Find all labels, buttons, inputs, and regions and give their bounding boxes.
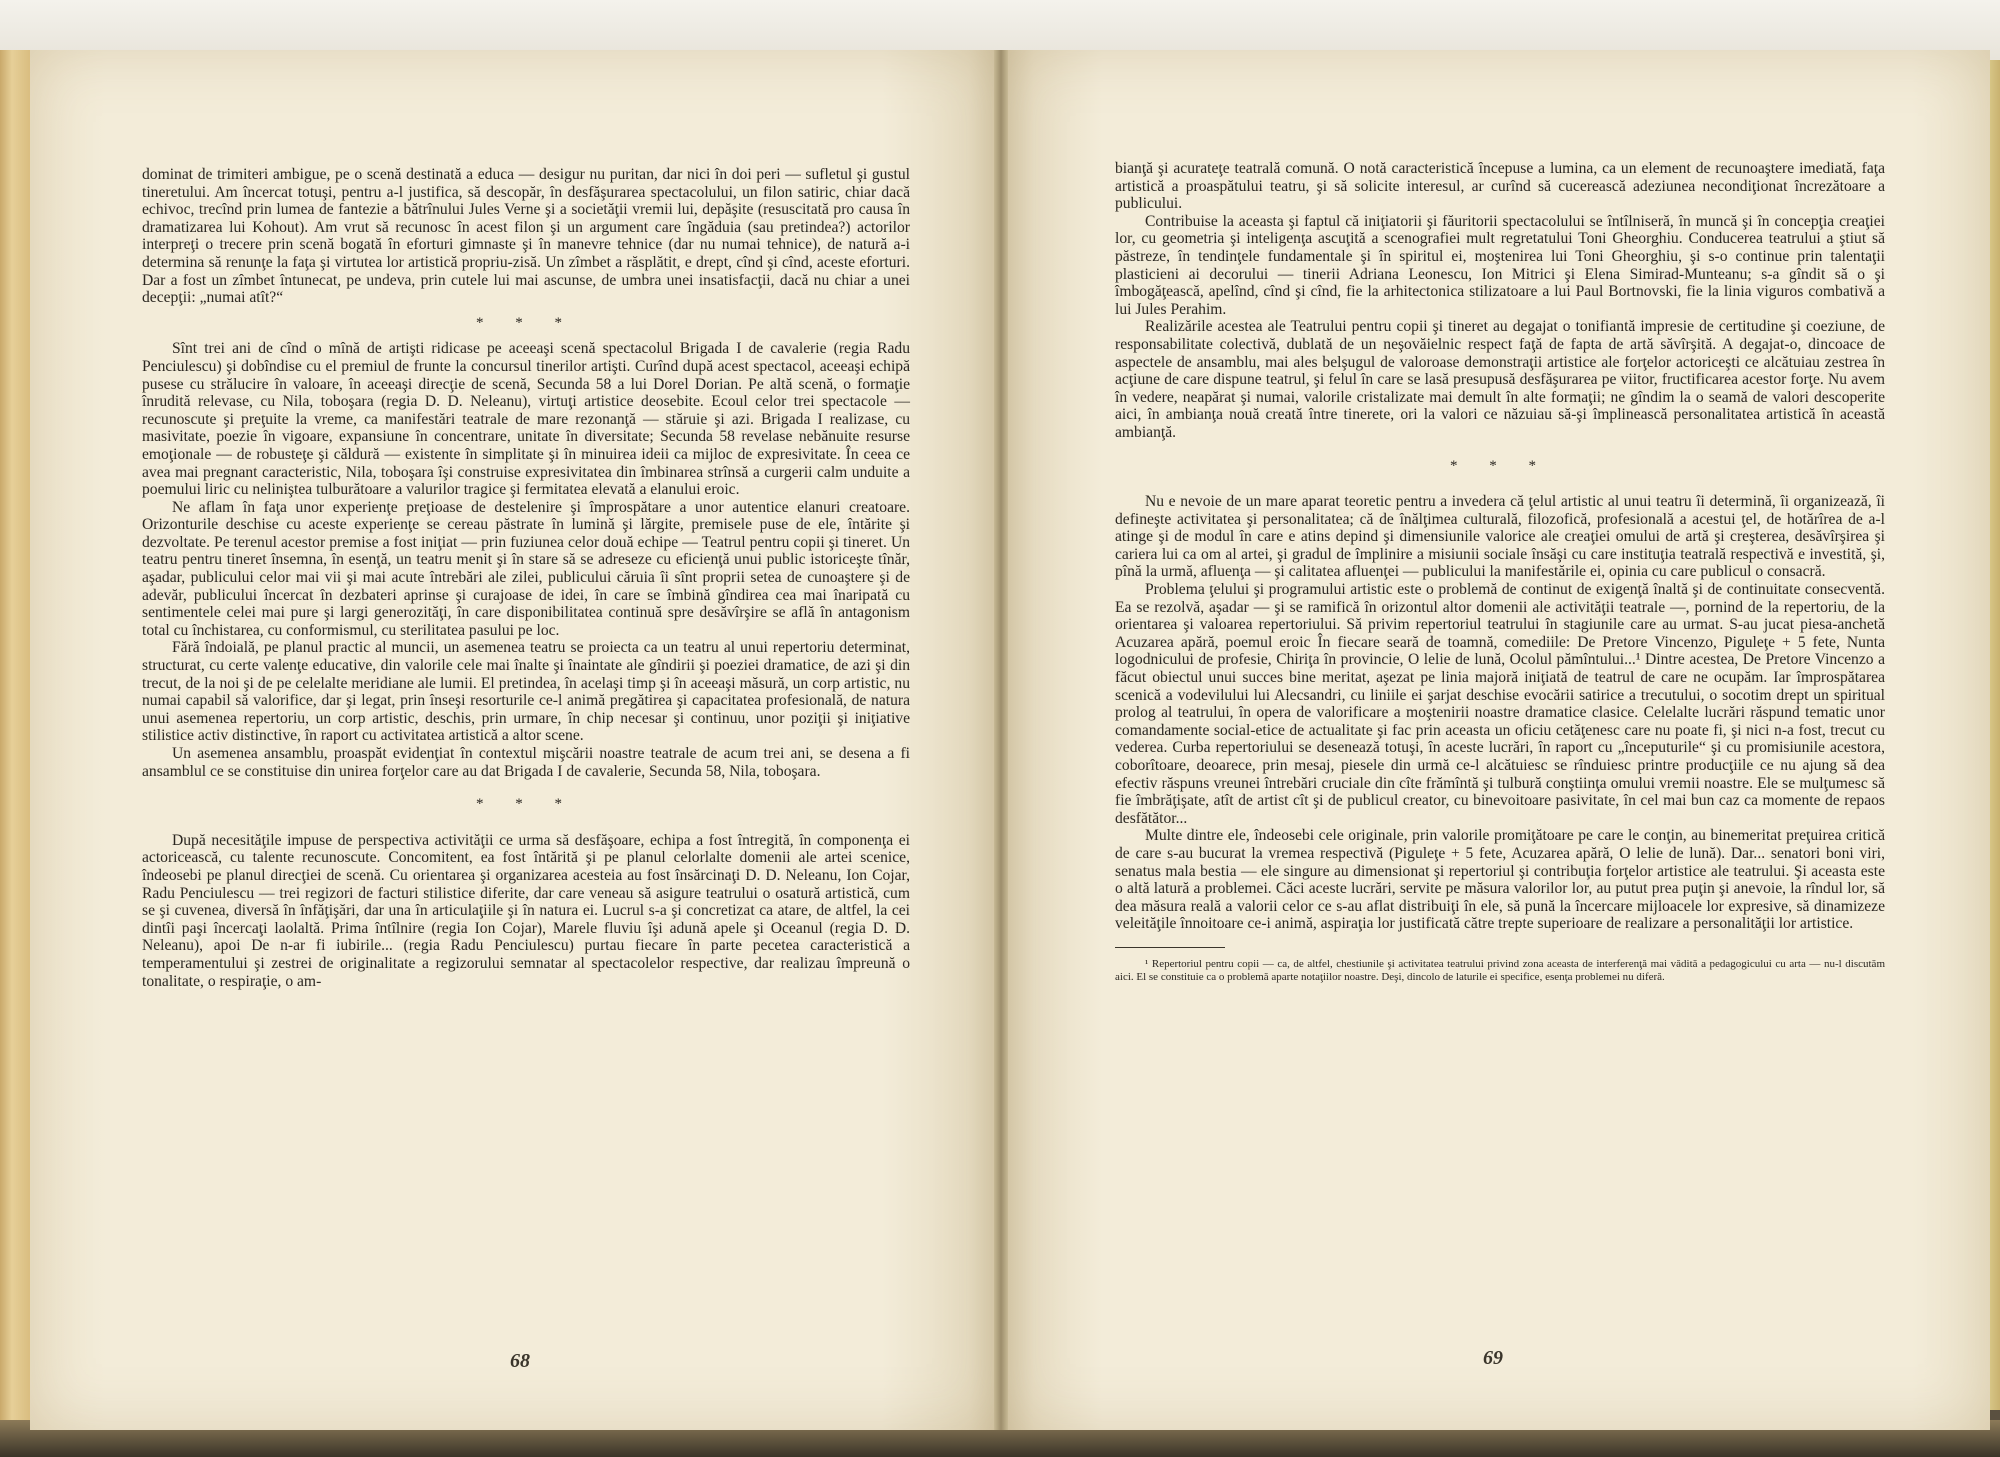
paragraph: Fără îndoială, pe planul practic al muncii, un asemenea teatru se proiecta ca un teatru al unui repertoriu determinat, structurat, cu certe valenţe educative, din valorile cele mai înalte şi înaintate ale gîndirii şi poeziei dramatice, de azi şi din trecut, de la noi şi de pe celelalte meridiane ale lumii. El pretindea, în acelaşi timp şi în aceeaşi măsură, un corp artistic, nu numai capabil să valorifice, dar şi legat, prin înseşi resorturile ce-l animă pregătirea şi capacitatea profesională, de natura unui asemenea repertoriu, un corp artistic, deschis, prin urmare, în chip necesar şi continuu, unor poziţii şi iniţiative stilistice activ distinctive, în raport cu activitatea artistică a altor scene. <box>142 639 910 745</box>
paragraph: Nu e nevoie de un mare aparat teoretic pentru a invedera că ţelul artistic al unui teatru îi determină, îi organizează, îi defineşte activitatea şi personalitatea; că de înălţimea culturală, filozofică, profesională a acestui ţel, de hotărîrea de a-l atinge şi de modul în care e atins depind şi dimensiunile valorice ale creaţiei omului de artă şi creşterea, desăvîrşirea şi cariera lui ca om al artei, şi gradul de împlinire a misiunii sociale însăşi cu care instituţia teatrală respectivă e investită, şi, pînă la urmă, afluenţa — şi calitatea afluenţei — publicului la manifestările ei, opinia cu care publicul o consacră. <box>1115 493 1885 581</box>
paragraph: Ne aflam în faţa unor experienţe preţioase de destelenire şi împrospătare a unor autentice elanuri creatoare. Orizonturile deschise cu aceste experienţe se cereau păstrate în lumină şi lărgite, premisele puse de ele, întărite şi dezvoltate. Pe terenul acestor premise a fost iniţiat — prin fuziunea celor două echipe — Teatrul pentru copii şi tineret. Un teatru pentru tineret însemna, în esenţă, un teatru menit şi în stare să se adreseze cu eficienţă unui public istoriceşte tînăr, aşadar, publicului celor mai vii şi mai acute întrebări ale zilei, publicului căruia îi sînt proprii setea de cunoaştere şi de adevăr, publicului încercat în dezbateri aprinse şi curajoase de idei, în care se îmbină gîndirea cea mai înaripată cu sentimentele celei mai pure şi largi generozităţi, în care disponibilitatea continuă spre desăvîrşire se află în antagonism total cu închistarea, cu conformismul, cu sterilitatea pasului pe loc. <box>142 498 910 639</box>
paragraph: bianţă şi acurateţe teatrală comună. O notă caracteristică începuse a lumina, ca un element de recunoaştere imediată, faţa artistică a proaspătului teatru, şi să solicite interesul, ar curînd să cucerească adeziunea necondiţionat încrezătoare a publicului. <box>1115 160 1885 213</box>
paragraph: Multe dintre ele, îndeosebi cele originale, prin valorile promiţătoare pe care le conţin, au binemeritat preţuirea critică de care s-au bucurat la vremea respectivă (Piguleţe + 5 fete, Acuzarea apără, O lelie de lună). Dar... senatori boni viri, senatus mala bestia — ele singure au dimensionat şi repertoriul şi contribuţia forţelor artistice ale teatrului. Şi aceasta este o altă latură a problemei. Căci aceste lucrări, servite pe măsura valorilor lor, au putut prea puţin şi anevoie, la rîndul lor, să dea măsura reală a valorii celor ce s-au aflat distribuiţi în ele, să pună la încercare mijloacele lor expresive, să dinamizeze veleităţile înnoitoare ce-i animă, aspiraţia lor justificată către trepte superioare de realizare a personalităţii lor artistice. <box>1115 827 1885 933</box>
section-separator: * * * <box>1450 457 1550 474</box>
paragraph: După necesităţile impuse de perspectiva activităţii ce urma să desfăşoare, echipa a fost întregită, în componenţa ei actoricească, cu talente recunoscute. Concomitent, ea fost întărită şi pe planul celorlalte domenii ale artei scenice, îndeosebi pe planul direcţiei de scenă. Cu orientarea şi organizarea acesteia au fost însărcinaţi D. D. Neleanu, Ion Cojar, Radu Penciulescu — trei regizori de facturi stilistice diferite, dar care veneau să asigure teatrului o osatură artistică, cum se şi cuvenea, diversă în înfăţişări, dar una în articulaţiile şi în natura ei. Lucrul s-a şi concretizat ca atare, de altfel, la cei dintîi paşi încercaţi laolaltă. Prima întîlnire (regia Ion Cojar), Marele fluviu îşi adună apele şi Oceanul (regia D. D. Neleanu), apoi De n-ar fi iubirile... (regia Radu Penciulescu) purtau fiecare în parte pecetea caracteristică a temperamentului şi zestrei de originalitate a regizorului semnatar al spectacolelor respective, dar realizau împreună o tonalitate, o respiraţie, o am- <box>142 831 910 990</box>
book-gutter <box>994 50 1008 1430</box>
paragraph: Sînt trei ani de cînd o mînă de artişti ridicase pe aceeaşi scenă spectacolul Brigada I de cavalerie (regia Radu Penciulescu) şi dobîndise cu el premiul de frunte la concursul tinerilor artişti. Curînd după acest spectacol, aceeaşi echipă pusese cu strălucire în valoare, în aceeaşi direcţie de scenă, Secunda 58 a lui Dorel Dorian. Pe altă scenă, o formaţie înrudită relevase, cu Nila, toboşara (regia D. D. Neleanu), virtuţi artistice deosebite. Ecoul celor trei spectacole — recunoscute şi preţuite la vreme, ca manifestări teatrale de mare rezonanţă — stăruie şi azi. Brigada I realizase, cu masivitate, poezie în vigoare, expansiune în concentrare, unitate în diversitate; Secunda 58 revelase nebănuite resurse emoţionale — de robusteţe şi căldură — existente în simplitate şi în minuirea ideii ca mijloc de expresivitate. În ceea ce avea mai pregnant caracteristic, Nila, toboşara îşi construise expresivitatea din îmbinarea strînsă a curgerii calm unduite a poemului liric cu neliniştea tulburătoare a valurilor tragice şi fermitatea elevată a elanului eroic. <box>142 340 910 499</box>
footnote-divider <box>1115 947 1225 948</box>
footnote: ¹ Repertoriul pentru copii — ca, de altfel, chestiunile şi activitatea teatrului privind zona aceasta de interferenţă mai vădită a pedagogicului cu arta — nu-l discutăm aici. El se constituie ca o problemă aparte notaţiilor noastre. Deşi, dincolo de laturile ei specifice, esenţa problemei nu diferă. <box>1115 957 1885 984</box>
book-cover-edge-left <box>0 50 30 1420</box>
section-separator: * * * <box>476 796 576 813</box>
left-page-text <box>142 166 910 990</box>
page-number-left: 68 <box>510 1350 530 1372</box>
paragraph: Un asemenea ansamblu, proaspăt evidenţiat în contextul mişcării noastre teatrale de acum trei ani, se desena a fi ansamblul ce se constituise din unirea forţelor care au dat Brigada I de cavalerie, Secunda 58, Nila, toboşara. <box>142 745 910 780</box>
section-separator: * * * <box>476 314 576 331</box>
paragraph: Realizările acestea ale Teatrului pentru copii şi tineret au degajat o tonifiantă impresie de certitudine şi coeziune, de responsabilitate colectivă, dublată de un neşovăielnic respect faţă de fapta de artă săvîrşită. A degajat-o, dincoace de aspectele de ansamblu, mai ales belşugul de valoroase demonstraţii artistice ale forţelor actoriceşti ce alcătuiau zestrea în acţiune de care dispune teatrul, şi felul în care se lasă presupusă desfăşurarea pe viitor, fructificarea acestor forţe. Nu avem în vedere, neapărat şi numai, valorile cristalizate mai demult în alte formaţii; ne gîndim la o seamă de valori descoperite aici, în ambianţa nouă creată între tinerete, ori la valori ce năzuiau să-şi împlinească personalitatea artistică în această ambianţă. <box>1115 318 1885 441</box>
right-page-text <box>1115 160 1885 985</box>
paragraph: Contribuise la aceasta şi faptul că iniţiatorii şi făuritorii spectacolului se întîlniseră, în muncă şi în concepţia creaţiei lor, cu geometria şi inteligenţa ascuţită a scenografiei mult regretatului Toni Gheorghiu. Conducerea teatrului a ştiut să păstreze, în tendinţele fundamentale şi în spiritul ei, moştenirea lui Toni Gheorghiu, şi s-o continue prin talentaţii plasticieni ai decorului — tinerii Adriana Leonescu, Ion Mitrici şi Elena Simirad-Munteanu; s-a gîndit să o şi îmbogăţească, apelînd, cînd şi cînd, fie la arhitectonica stilizatoare a lui Paul Bortnovski, fie la linia viguros combativă a lui Jules Perahim. <box>1115 212 1885 318</box>
paragraph: dominat de trimiteri ambigue, pe o scenă destinată a educa — desigur nu puritan, dar nici în doi peri — sufletul şi gustul tineretului. Am încercat totuşi, pentru a-l justifica, să descopăr, în desfăşurarea spectacolului, un filon satiric, chiar dacă echivoc, trecînd prin lumea de fantezie a bătrînului Jules Verne şi a societăţii vremii lui, depăşite (resuscitată pro causa în dramatizarea lui Kohout). Am vrut să recunosc în acest filon şi un argument care îngăduia (sau pretindea?) actorilor interpreţi o trecere prin scenă bogată în eforturi gimnaste şi în manevre tehnice (dar nu numai tehnice), de natură a-i determina să renunţe la faţa şi virtutea lor artistică propriu-zisă. Un zîmbet a răsplătit, e drept, cînd şi cînd, aceste eforturi. Dar a fost un zîmbet întunecat, pe undeva, prin cutele lui mai ascunse, de umbra unei insatisfacţii, dacă nu chiar a unei decepţii: „numai atît?“ <box>142 166 910 307</box>
paragraph: Problema ţelului şi programului artistic este o problemă de continut de exigenţă înaltă şi de continuitate consecventă. Ea se rezolvă, aşadar — şi se ramifică în orizontul altor domenii ale activităţii teatrale —, pornind de la repertoriu, de la orientarea şi valoarea repertoriului. Să privim repertoriul teatrului în stagiunile care au urmat. S-au jucat piesa-anchetă Acuzarea apără, poemul eroic În fiecare seară de toamnă, comediile: De Pretore Vincenzo, Piguleţe + 5 fete, Nunta logodnicului de profesie, Chiriţa în provincie, O lelie de lună, Ocolul pămîntului...¹ Dintre acestea, De Pretore Vincenzo a făcut obiectul unui succes bine meritat, aşezat pe linia majoră iniţiată de teatrul de care ne ocupăm. Iar împrospătarea scenică a vodevilului lui Alecsandri, cu liniile ei şarjat deschise evocării satirice a trecutului, o socotim drept un spiritual prolog al teatrului, în opera de valorificare a moştenirii noastre dramatice clasice. Celelalte lucrări răspund tematic unor comandamente social-etice de actualitate şi fac prin aceasta un oficiu cetăţenesc care nu poate fi, şi nici n-a fost, trecut cu vederea. Curba repertoriului se desenează totuşi, în aceste lucrări, în raport cu „începuturile“ şi cu promisiunile acestora, coborîtoare, deoarece, prin mesaj, piesele din urmă ce-l alcătuiesc se rînduiesc printre producţiile ce nu ajung să dea efectiv răspuns vreunei întrebări cruciale din cîte frămîntă şi tulbură conştiinţa omului vremii noastre. Ele se mulţumesc să fie îmbrăţişate, atît de artist cît şi de publicul creator, cu binevoitoare pasivitate, în cel mai bun caz ca momente de repaos desfătător... <box>1115 581 1885 827</box>
page-number-right: 69 <box>1483 1347 1503 1369</box>
